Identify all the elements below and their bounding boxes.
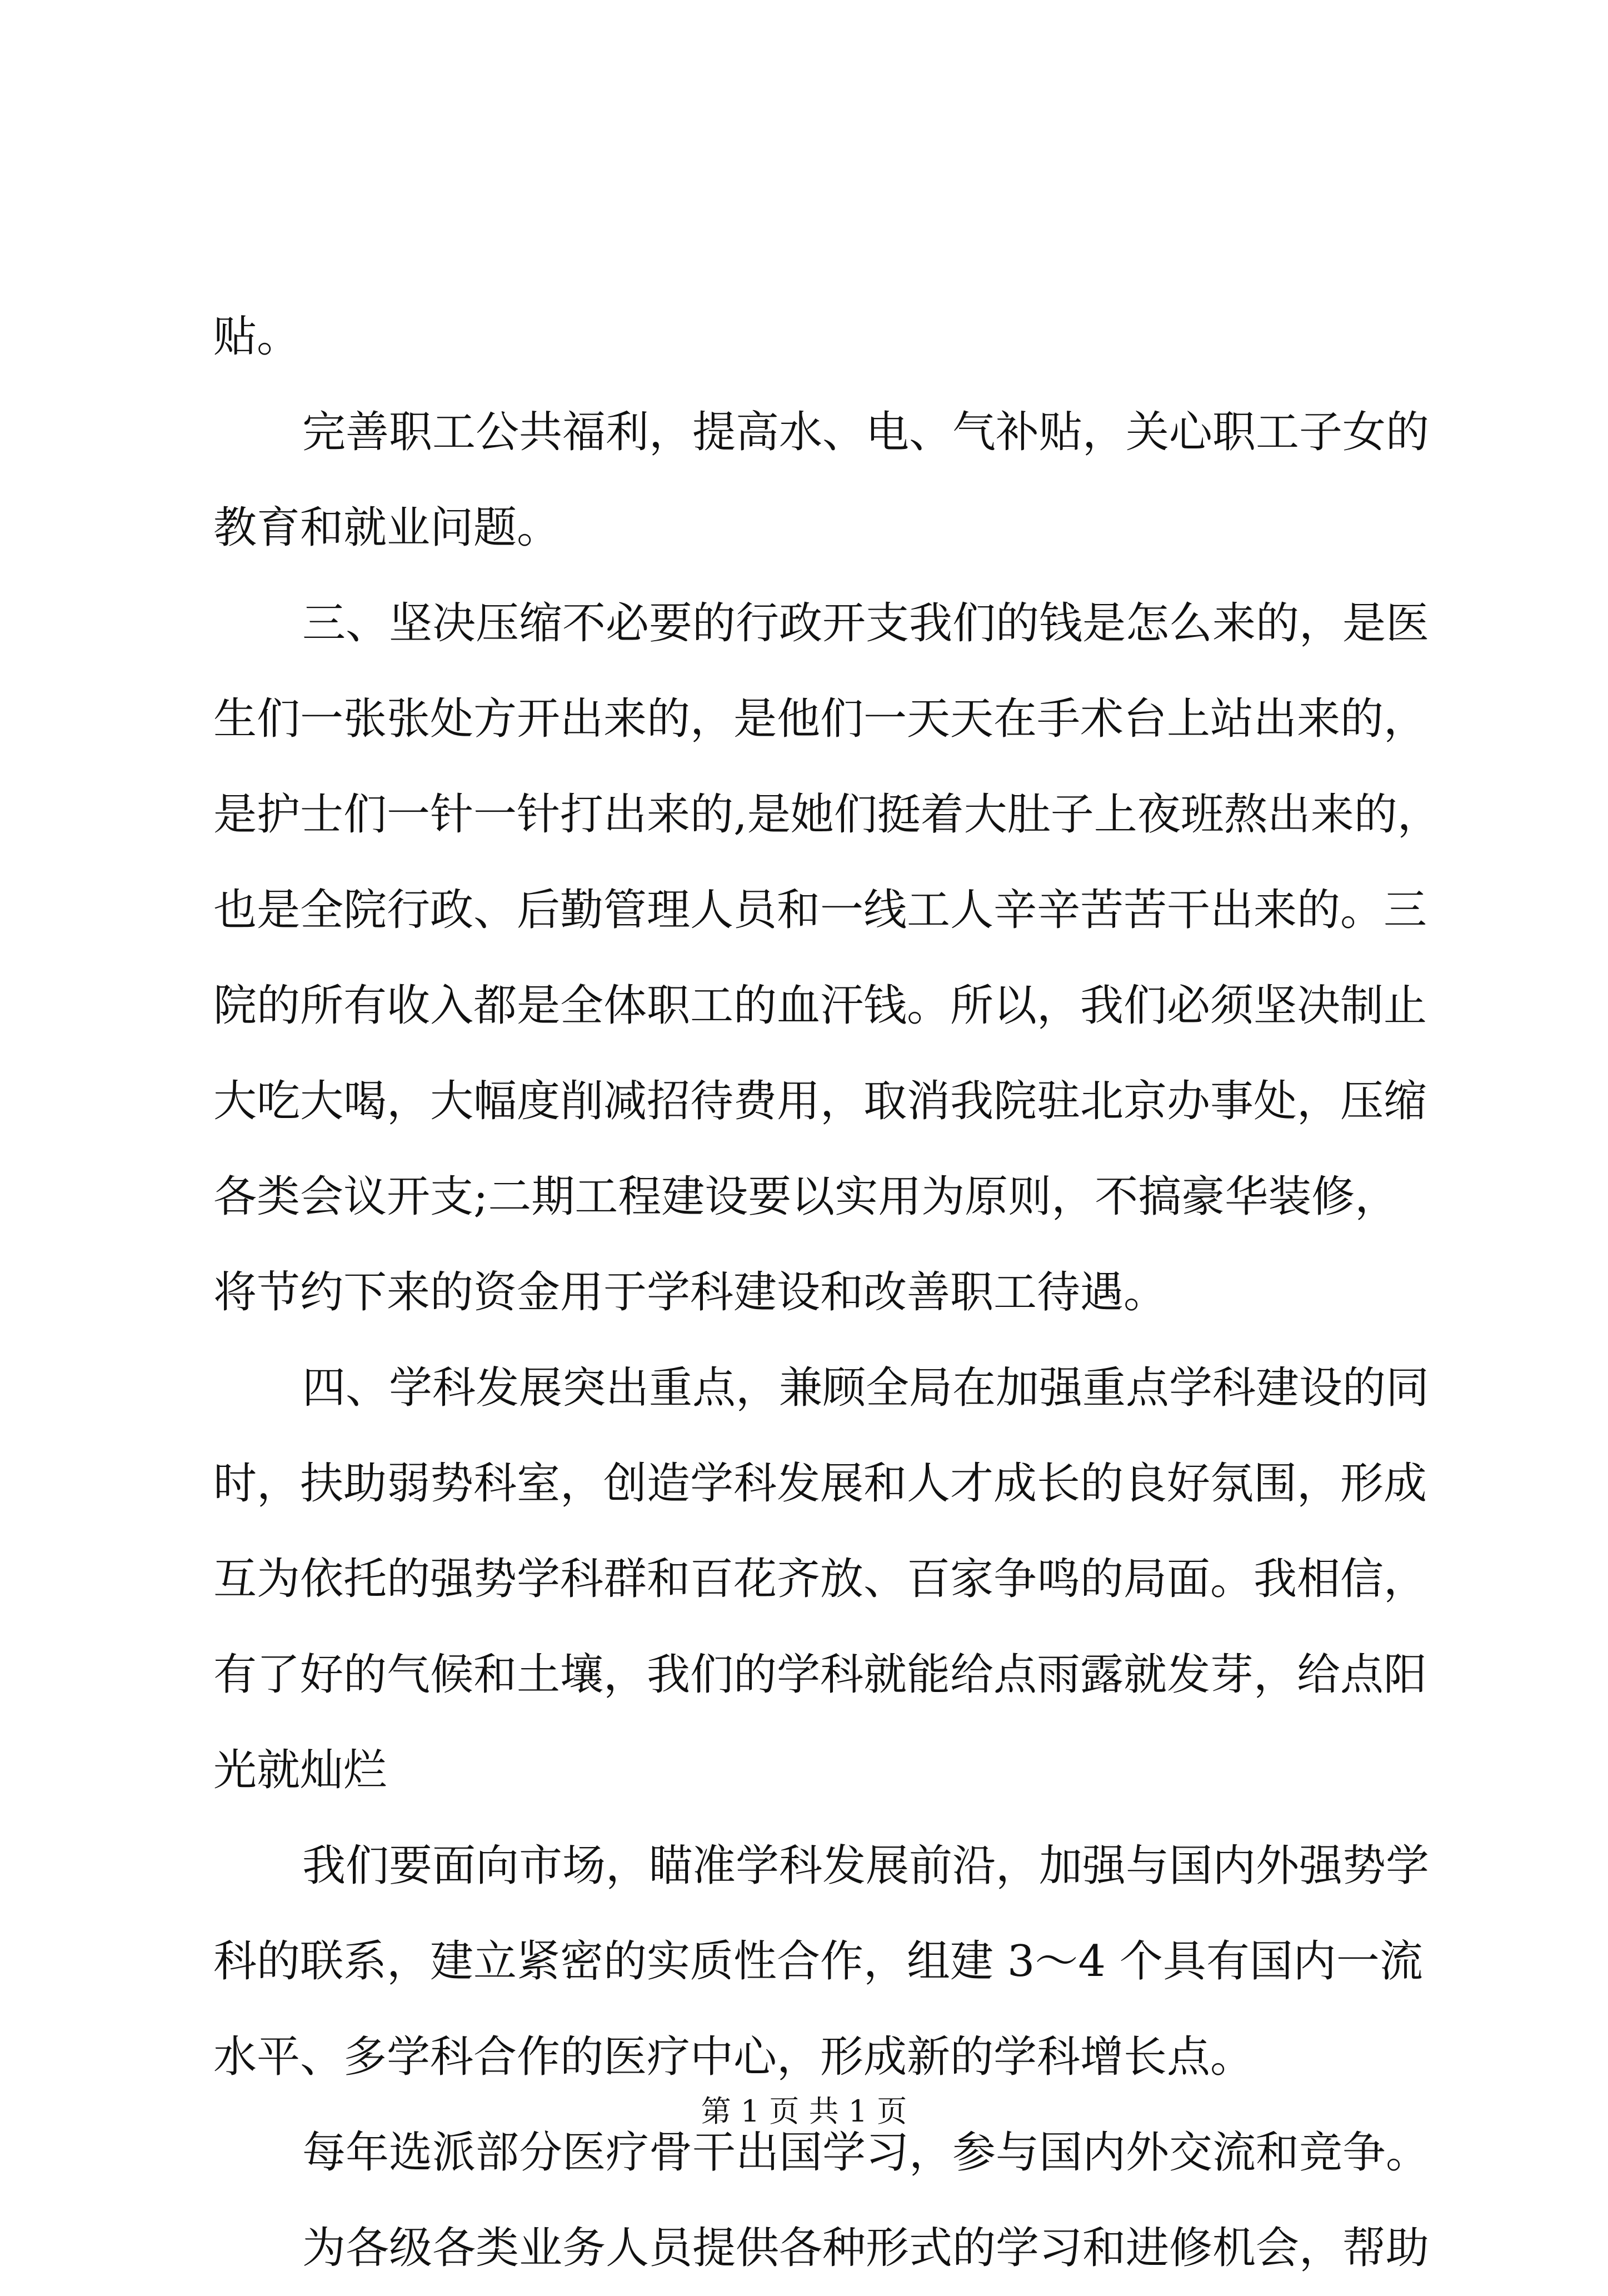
text-line: 有了好的气候和土壤，我们的学科就能给点雨露就发芽，给点阳	[213, 1650, 1427, 1700]
text-line: 每年选派部分医疗骨干出国学习，参与国内外交流和竞争。	[302, 2128, 1430, 2178]
text-line: 各类会议开支;二期工程建设要以实用为原则，不搞豪华装修，	[213, 1172, 1399, 1222]
text-line: 我们要面向市场，瞄准学科发展前沿，加强与国内外强势学	[302, 1841, 1430, 1891]
text-line: 贴。	[213, 312, 301, 362]
text-line: 为各级各类业务人员提供各种形式的学习和进修机会，帮助	[302, 2223, 1430, 2273]
text-line: 也是全院行政、后勤管理人员和一线工人辛辛苦苦干出来的。三	[213, 885, 1427, 935]
text-line: 互为依托的强势学科群和百花齐放、百家争鸣的局面。我相信，	[213, 1554, 1427, 1604]
page-footer	[0, 2089, 1608, 2134]
page-number-label: 第 1 页 共 1 页	[701, 2094, 907, 2129]
text-line: 水平、多学科合作的医疗中心，形成新的学科增长点。	[213, 2032, 1254, 2082]
text-line: 生们一张张处方开出来的，是他们一天天在手术台上站出来的，	[213, 694, 1427, 744]
text-line: 大吃大喝，大幅度削减招待费用，取消我院驻北京办事处，压缩	[213, 1076, 1427, 1126]
text-line: 三、坚决压缩不必要的行政开支我们的钱是怎么来的，是医	[302, 598, 1430, 648]
text-line: 是护士们一针一针打出来的,是她们挺着大肚子上夜班熬出来的，	[213, 790, 1441, 840]
text-line: 时，扶助弱势科室，创造学科发展和人才成长的良好氛围，形成	[213, 1459, 1427, 1509]
text-line: 四、学科发展突出重点，兼顾全局在加强重点学科建设的同	[302, 1363, 1430, 1413]
text-line: 教育和就业问题。	[213, 503, 561, 553]
text-line: 光就灿烂	[213, 1745, 387, 1795]
text-line: 科的联系，建立紧密的实质性合作，组建 3～4 个具有国内一流	[213, 1936, 1423, 1986]
document-body	[213, 289, 1441, 2296]
text-line: 院的所有收入都是全体职工的血汗钱。所以，我们必须坚决制止	[213, 981, 1427, 1031]
text-line: 将节约下来的资金用于学科建设和改善职工待遇。	[213, 1267, 1167, 1317]
text-line: 完善职工公共福利，提高水、电、气补贴，关心职工子女的	[302, 407, 1430, 457]
